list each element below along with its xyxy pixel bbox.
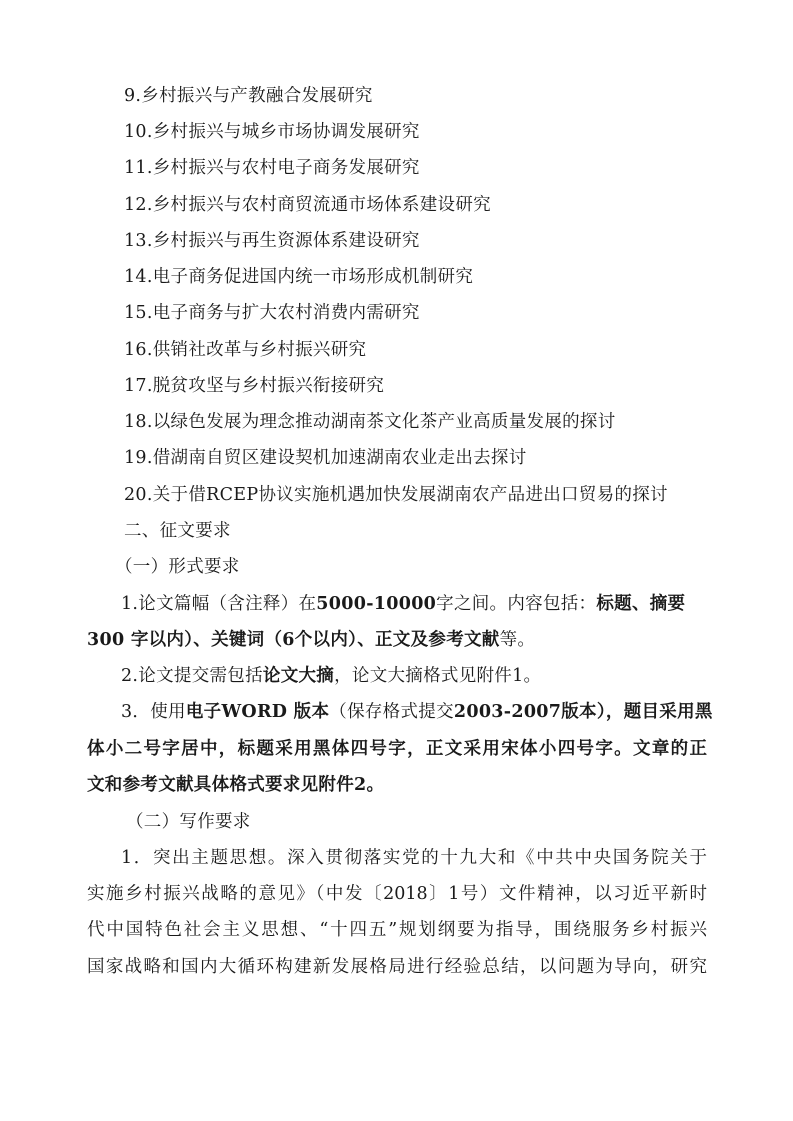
topic-item: 20.关于借RCEP协议实施机遇加快发展湖南农产品进出口贸易的探讨	[124, 485, 668, 505]
writing-requirement-1-line3: 代中国特色社会主义思想、“十四五”规划纲要为指导，围绕服务乡村振兴	[87, 920, 707, 940]
form-requirement-3: 3．使用电子WORD 版本（保存格式提交2003-2007版本），题目采用黑	[121, 702, 713, 722]
form-requirement-1-cont: 300 字以内）、关键词（6个以内）、正文及参考文献等。	[87, 630, 536, 650]
topic-item: 14.电子商务促进国内统一市场形成机制研究	[124, 267, 474, 287]
topic-item: 18.以绿色发展为理念推动湖南茶文化茶产业高质量发展的探讨	[124, 412, 616, 432]
writing-requirement-1-line2: 实施乡村振兴战略的意见》（中发〔2018〕1号）文件精神，以习近平新时	[87, 884, 707, 904]
topic-item: 11.乡村振兴与农村电子商务发展研究	[124, 158, 420, 178]
topic-item: 10.乡村振兴与城乡市场协调发展研究	[124, 122, 420, 142]
writing-requirement-1-line4: 国家战略和国内大循环构建新发展格局进行经验总结，以问题为导向，研究	[87, 957, 707, 977]
topic-item: 13.乡村振兴与再生资源体系建设研究	[124, 231, 420, 251]
subsection-heading-writing: （二）写作要求	[126, 812, 251, 832]
form-requirement-1: 1.论文篇幅（含注释）在5000-10000字之间。内容包括：标题、摘要	[121, 594, 686, 614]
writing-requirement-1-line1: 1．突出主题思想。深入贯彻落实党的十九大和《中共中央国务院关于	[121, 848, 707, 868]
subsection-heading-form: （一）形式要求	[115, 557, 240, 577]
topic-item: 9.乡村振兴与产教融合发展研究	[124, 86, 373, 106]
topic-item: 12.乡村振兴与农村商贸流通市场体系建设研究	[124, 195, 491, 215]
form-requirement-3-line2: 体小二号字居中，标题采用黑体四号字，正文采用宋体小四号字。文章的正	[87, 739, 707, 759]
topic-item: 16.供销社改革与乡村振兴研究	[124, 340, 367, 360]
topic-item: 17.脱贫攻坚与乡村振兴衔接研究	[124, 376, 385, 396]
section-heading: 二、征文要求	[124, 521, 231, 541]
topic-item: 19.借湖南自贸区建设契机加速湖南农业走出去探讨	[124, 448, 527, 468]
form-requirement-2: 2.论文提交需包括论文大摘，论文大摘格式见附件1。	[121, 666, 542, 686]
topic-item: 15.电子商务与扩大农村消费内需研究	[124, 303, 420, 323]
form-requirement-3-line3: 文和参考文献具体格式要求见附件2。	[87, 775, 385, 795]
